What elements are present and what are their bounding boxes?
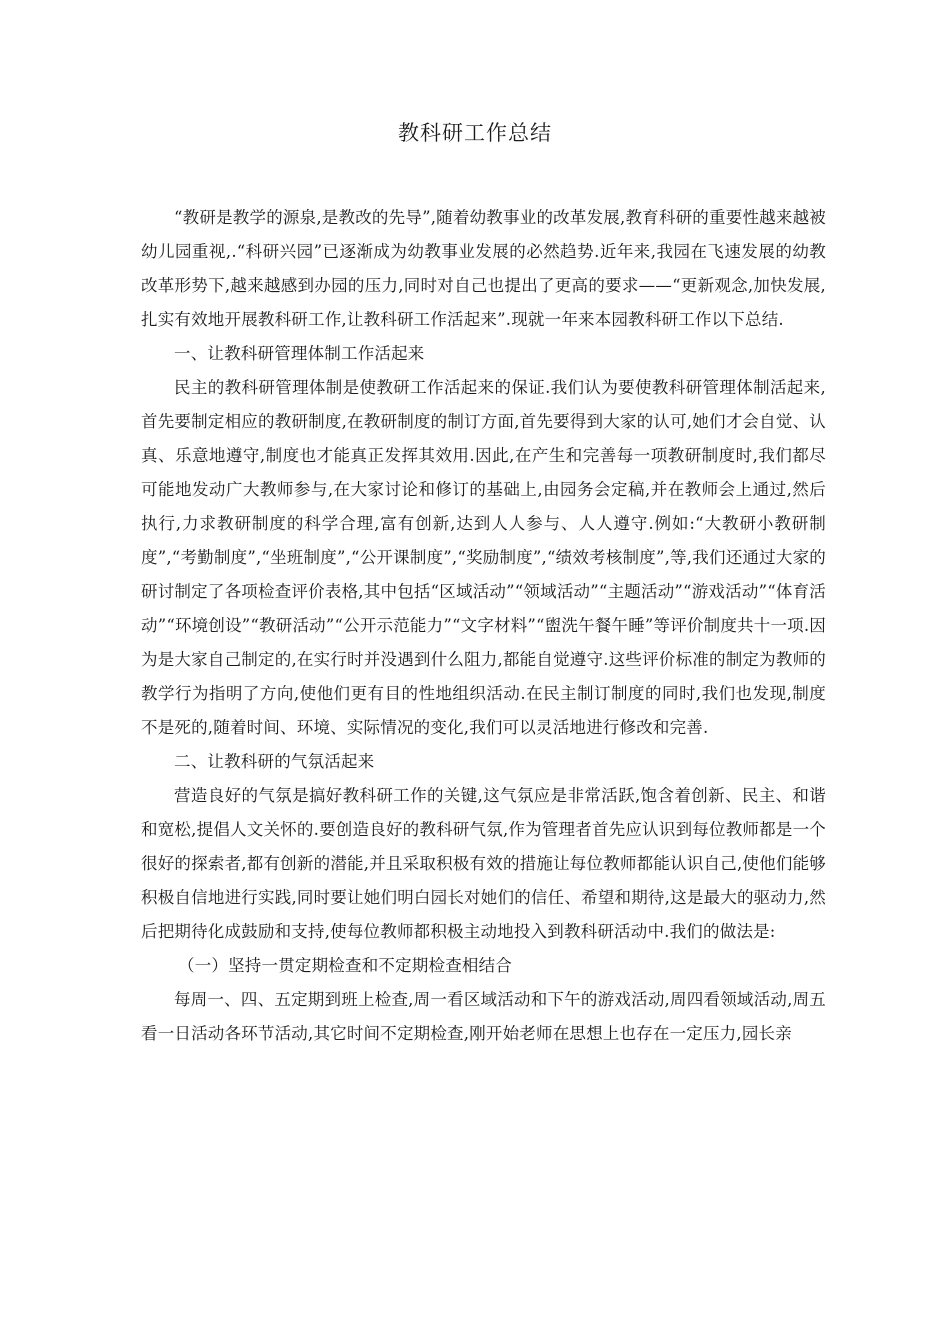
subsection-heading-1: （一）坚持一贯定期检查和不定期检查相结合 [178,956,512,975]
section-heading-2: 二、让教科研的气氛活起来 [174,752,375,771]
section-1-paragraph: 民主的教科研管理体制是使教研工作活起来的保证.我们认为要使教科研管理体制活起来,首先要制定相应的教研制度,在教研制度的制订方面,首先要得到大家的认可,她们才会自觉、认真、乐意地遵守,制度也才能真正发挥其效用.因此,在产生和完善每一项教研制度时,我们都尽可能地发动广大教师参与,在大家讨论和修订的基础上,由园务会定稿,并在教师会上通过,然后执行,力求教研制度的科学合理,富有创新,达到人人参与、人人遵守.例如:“大教研小教研制度”,“考勤制度”,“坐班制度”,“公开课制度”,“奖励制度”,“绩效考核制度”,等,我们还通过大家的研讨制定了各项检查评价表格,其中包括“区域活动”“领域活动”“主题活动”“游戏活动”“体育活动”“环境创设”“教研活动”“公开示范能力”“文字材料”“盥洗午餐午睡”等评价制度共十一项.因为是大家自己制定的,在实行时并没遇到什么阻力,都能自觉遵守.这些评价标准的制定为教师的教学行为指明了方向,使他们更有目的性地组织活动.在民主制订制度的同时,我们也发现,制度不是死的,随着时间、环境、实际情况的变化,我们可以灵活地进行修改和完善. [141,378,826,737]
subsection-1-paragraph: 每周一、四、五定期到班上检查,周一看区域活动和下午的游戏活动,周四看领域活动,周五看一日活动各环节活动,其它时间不定期检查,刚开始老师在思想上也存在一定压力,园长亲 [141,990,826,1043]
intro-paragraph: “教研是教学的源泉,是教改的先导”,随着幼教事业的改革发展,教育科研的重要性越来越被幼儿园重视,.“科研兴园”已逐渐成为幼教事业发展的必然趋势.近年来,我园在飞速发展的幼教改革形势下,越来越感到办园的压力,同时对自己也提出了更高的要求——“更新观念,加快发展,扎实有效地开展教科研工作,让教科研工作活起来”.现就一年来本园教科研工作以下总结. [141,208,826,329]
document-body [141,201,826,1051]
document-title: 教科研工作总结 [398,121,552,145]
section-heading-1: 一、让教科研管理体制工作活起来 [174,344,425,363]
section-2-paragraph: 营造良好的气氛是搞好教科研工作的关键,这气氛应是非常活跃,饱含着创新、民主、和谐和宽松,提倡人文关怀的.要创造良好的教科研气氛,作为管理者首先应认识到每位教师都是一个很好的探索者,都有创新的潜能,并且采取积极有效的措施让每位教师都能认识自己,使他们能够积极自信地进行实践,同时要让她们明白园长对她们的信任、希望和期待,这是最大的驱动力,然后把期待化成鼓励和支持,使每位教师都积极主动地投入到教科研活动中.我们的做法是: [141,786,826,941]
